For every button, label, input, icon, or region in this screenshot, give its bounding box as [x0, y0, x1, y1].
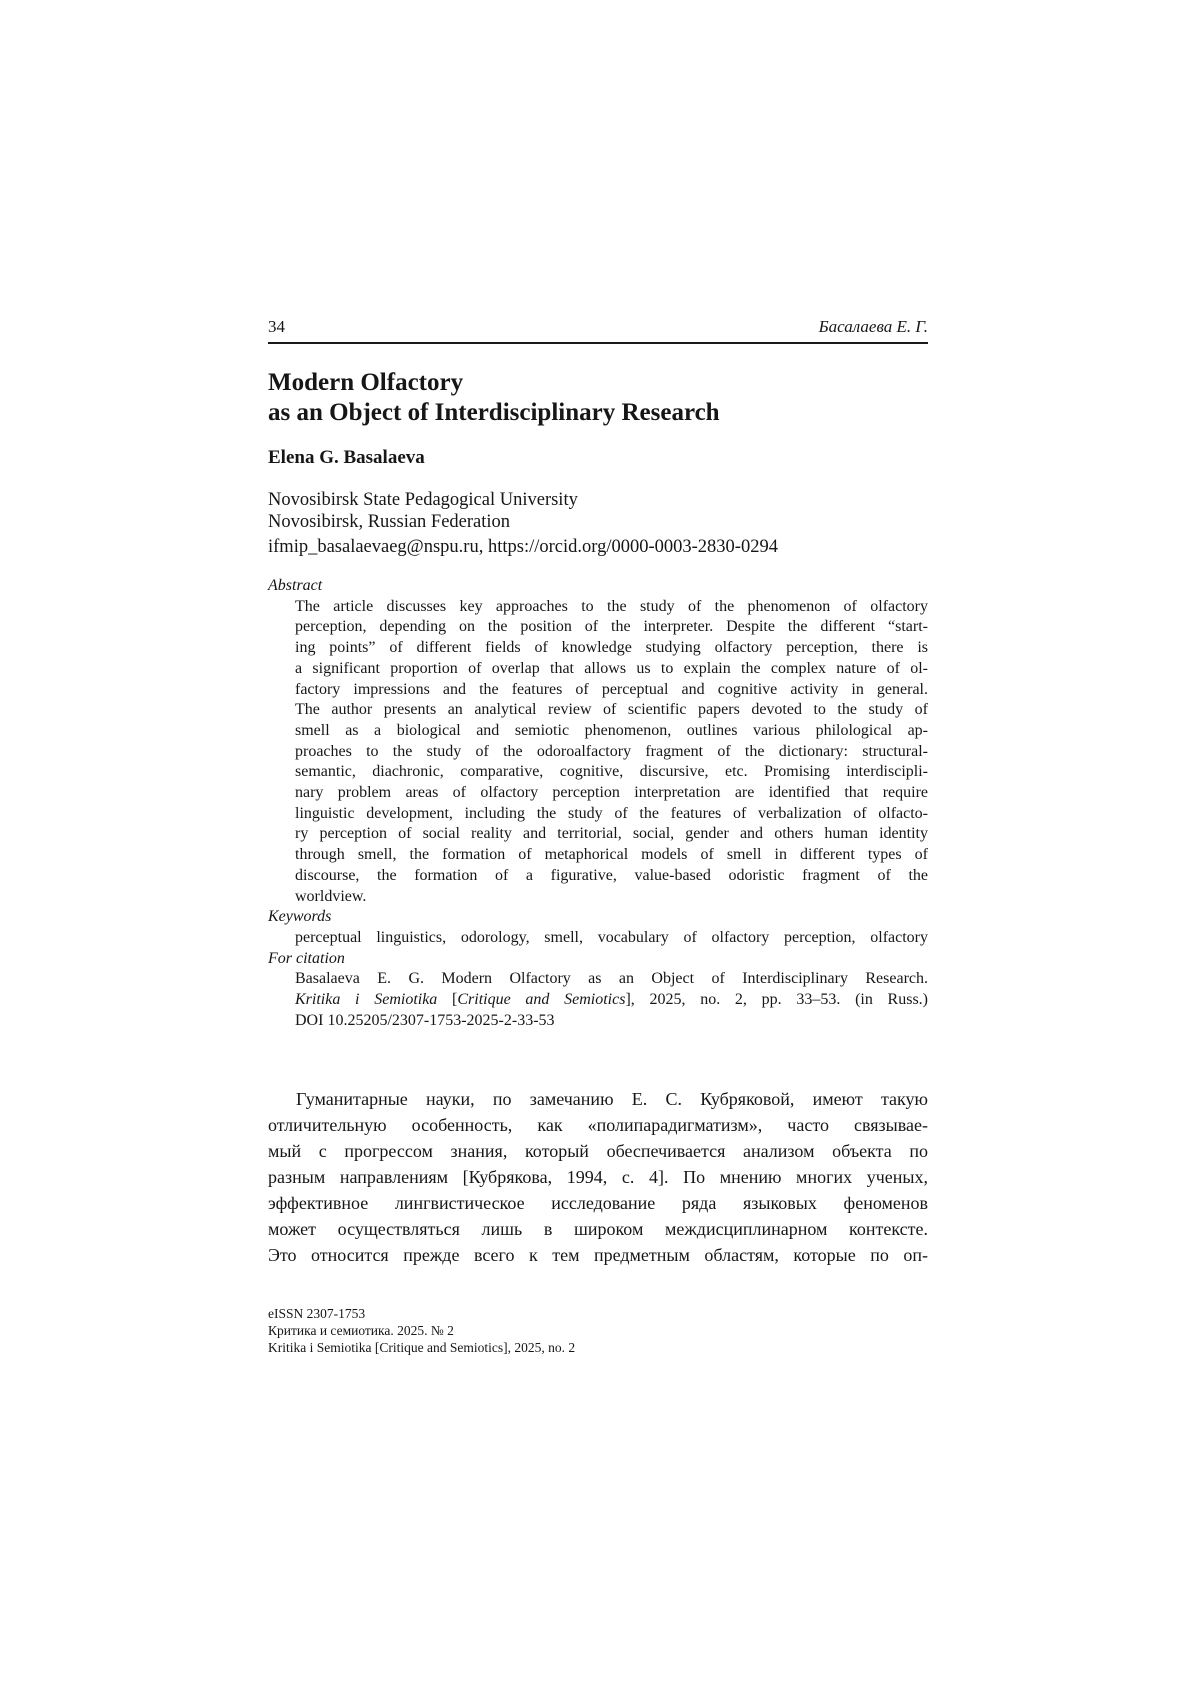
text-line: эффективное лингвистическое исследование ряда языковых феноменов: [268, 1193, 928, 1214]
text-line: as an Object of Interdisciplinary Research: [268, 398, 720, 426]
contact-line: ifmip_basalaevaeg@nspu.ru, https://orcid.org/0000-0003-2830-0294: [268, 537, 778, 557]
running-head: Басалаева Е. Г.: [818, 317, 928, 336]
text-line: perception, depending on the position of the interpreter. Despite the different “start-: [295, 618, 928, 636]
text-line: eISSN 2307-1753: [268, 1306, 366, 1322]
page-content: [268, 316, 928, 1356]
abstract-heading: Abstract: [268, 577, 323, 594]
text-line: Modern Olfactory: [268, 369, 464, 396]
text-line: The author presents an analytical review of scientific papers devoted to the study of: [295, 701, 928, 719]
text-line: разным направлениям [Кубрякова, 1994, с. 4]. По мнению многих ученых,: [268, 1167, 928, 1188]
body-paragraph: [268, 1086, 928, 1268]
text-line: nary problem areas of olfactory perception interpretation are identified that require: [295, 784, 928, 802]
text-line: отличительную особенность, как «полипарадигматизм», часто связывае-: [268, 1115, 928, 1136]
abstract-text: [268, 597, 928, 908]
page-footer: [268, 1305, 928, 1356]
article-title: [268, 368, 928, 427]
citation-text: [268, 969, 928, 1031]
text-line: DOI 10.25205/2307-1753-2025-2-33-53: [295, 1011, 555, 1029]
text-line: discourse, the formation of a figurative, value-based odoristic fragment of the: [295, 866, 928, 884]
page-header: [268, 316, 928, 344]
text-line: Это относится прежде всего к тем предметным областям, которые по оп-: [268, 1245, 928, 1266]
text-line: Kritika i Semiotika [Critique and Semiotics], 2025, no. 2: [268, 1340, 576, 1356]
keywords-heading: Keywords: [268, 908, 332, 926]
text-line: Basalaeva E. G. Modern Olfactory as an Object of Interdisciplinary Research.: [295, 970, 928, 988]
text-line: smell as a biological and semiotic phenomenon, outlines various philological ap-: [295, 721, 928, 739]
text-line: ing points” of different fields of knowledge studying olfactory perception, there is: [295, 639, 928, 657]
text-line: a significant proportion of overlap that allows us to explain the complex nature of ol-: [295, 659, 928, 677]
text-line: worldview.: [295, 887, 367, 905]
text-line: Novosibirsk, Russian Federation: [268, 511, 511, 532]
text-line: semantic, diachronic, comparative, cognitive, discursive, etc. Promising interdiscipli-: [295, 763, 928, 781]
citation-heading: For citation: [268, 949, 345, 967]
page-number: 34: [268, 317, 285, 336]
text-line: The article discusses key approaches to the study of the phenomenon of olfactory: [295, 597, 928, 615]
keywords-text: [268, 928, 928, 949]
text-line: through smell, the formation of metaphorical models of smell in different types of: [295, 846, 928, 864]
affiliation: [268, 490, 928, 533]
text-line: Kritika i Semiotika [Critique and Semiotics], 2025, no. 2, pp. 33–53. (in Russ.): [295, 991, 928, 1009]
text-line: ry perception of social reality and territorial, social, gender and others human identity: [295, 825, 928, 843]
text-line: proaches to the study of the odoroalfactory fragment of the dictionary: structural-: [295, 742, 928, 760]
text-line: Гуманитарные науки, по замечанию Е. С. Кубряковой, имеют такую: [296, 1089, 928, 1110]
text-line: linguistic development, including the study of the features of verbalization of olfacto-: [295, 804, 928, 822]
text-line: Novosibirsk State Pedagogical University: [268, 490, 578, 510]
abstract-section: [268, 576, 928, 1031]
text-line: может осуществляться лишь в широком междисциплинарном контексте.: [268, 1219, 928, 1240]
keywords-line: perceptual linguistics, odorology, smell, vocabulary of olfactory perception, olfactory: [295, 928, 928, 946]
text-line: factory impressions and the features of perceptual and cognitive activity in general.: [295, 680, 928, 698]
author-name: Elena G. Basalaeva: [268, 447, 425, 468]
text-line: мый с прогрессом знания, который обеспечивается анализом объекта по: [268, 1141, 928, 1162]
text-line: Критика и семиотика. 2025. № 2: [268, 1323, 454, 1339]
